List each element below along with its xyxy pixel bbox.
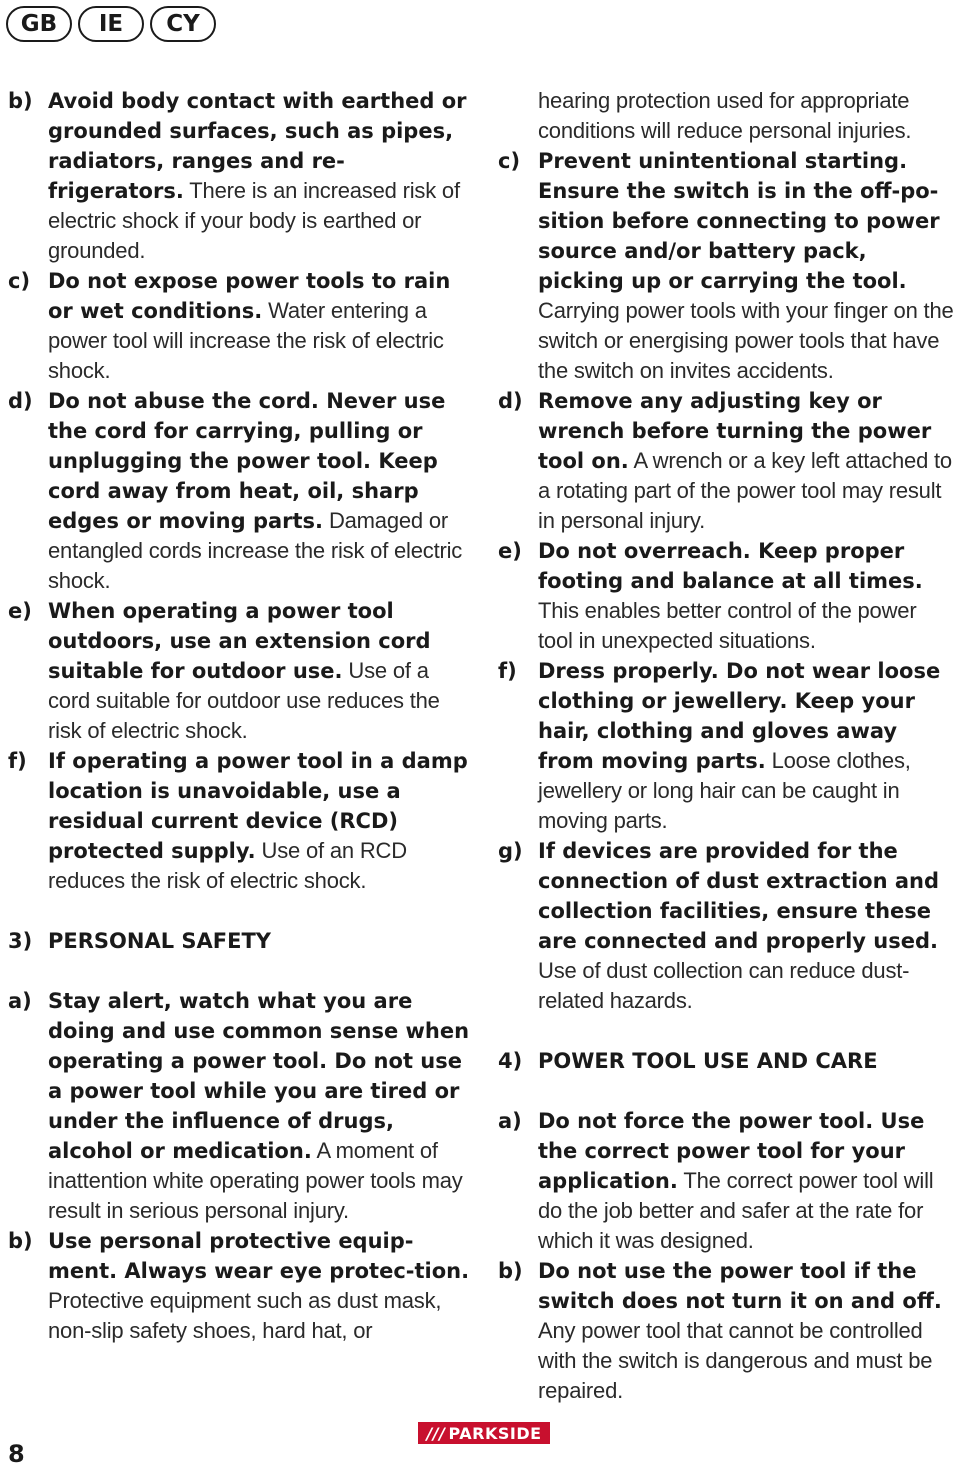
- lang-ie-badge: IE: [78, 6, 144, 42]
- parkside-logo: [418, 1422, 550, 1444]
- item-text: Use of an RCD reduces the risk of electric shock.: [48, 838, 407, 893]
- list-item: [498, 1256, 956, 1406]
- item-text: There is an increased risk of electric shock if your body is earthed or grounded.: [48, 178, 460, 263]
- item-text: Protective equipment such as dust mask, non-slip safety shoes, hard hat, or: [48, 1288, 442, 1343]
- item-label: b): [498, 1259, 523, 1283]
- section-title: PERSONAL SAFETY: [48, 929, 272, 953]
- item-text: A moment of inattention white operating power tools may result in serious personal injury.: [48, 1138, 463, 1223]
- item-bold-text: If operating a power tool in a damp location is unavoidable, use a residual current device (RCD) protected supply.: [48, 749, 468, 863]
- list-item: [8, 1226, 470, 1346]
- list-item: [8, 266, 470, 386]
- item-text: Carrying power tools with your finger on the switch or energising power tools that have the switch on invites accidents.: [538, 298, 954, 383]
- list-item: [498, 536, 956, 656]
- list-item: [8, 746, 470, 896]
- logo-text: PARKSIDE: [448, 1423, 542, 1443]
- list-item: [8, 596, 470, 746]
- continued-text: hearing protection used for appropriate conditions will reduce personal injuries.: [538, 88, 912, 143]
- item-text: A wrench or a key left attached to a rotating part of the power tool may result in personal injury.: [538, 448, 952, 533]
- list-item: [498, 836, 956, 1016]
- section-heading-personal-safety: [8, 926, 470, 956]
- item-bold-text: If devices are provided for the connection of dust extraction and collection facilities, ensure these are connected and properly used.: [538, 839, 939, 953]
- list-item: [498, 1106, 956, 1256]
- list-item: [498, 656, 956, 836]
- item-bold-text: Do not force the power tool. Use the correct power tool for your application.: [538, 1109, 925, 1193]
- item-text: This enables better control of the power tool in unexpected situations.: [538, 598, 917, 653]
- item-label: a): [498, 1109, 522, 1133]
- lang-cy-badge: CY: [150, 6, 216, 42]
- item-bold-text: Do not overreach. Keep proper footing and balance at all times.: [538, 539, 923, 593]
- item-bold-text: Do not abuse the cord. Never use the cord for carrying, pulling or unplugging the power tool. Keep cord away from heat, oil, sharp edges or moving parts.: [48, 389, 446, 533]
- section-number: 4): [498, 1049, 523, 1073]
- item-bold-text: Do not use the power tool if the switch does not turn it on and off.: [538, 1259, 942, 1313]
- item-label: a): [8, 989, 32, 1013]
- item-label: d): [8, 389, 33, 413]
- item-text: Water entering a power tool will increase the risk of electric shock.: [48, 298, 444, 383]
- item-label: c): [498, 149, 521, 173]
- item-label: b): [8, 89, 33, 113]
- item-label: f): [8, 749, 27, 773]
- item-bold-text: Stay alert, watch what you are doing and use common sense when operating a power tool. Do not use a power tool while you are tired or under the influence of drugs, alcohol or medication.: [48, 989, 470, 1163]
- item-text: Use of a cord suitable for outdoor use reduces the risk of electric shock.: [48, 658, 440, 743]
- item-label: e): [8, 599, 32, 623]
- item-bold-text: Use personal protective equip-ment. Always wear eye protec-tion.: [48, 1229, 470, 1283]
- item-bold-text: Avoid body contact with earthed or grounded surfaces, such as pipes, radiators, ranges and re-frigerators.: [48, 89, 467, 203]
- item-bold-text: Dress properly. Do not wear loose clothing or jewellery. Keep your hair, clothing and gloves away from moving parts.: [538, 659, 941, 773]
- item-label: g): [498, 839, 523, 863]
- item-text: Loose clothes, jewellery or long hair can be caught in moving parts.: [538, 748, 911, 833]
- item-bold-text: When operating a power tool outdoors, use an extension cord suitable for outdoor use.: [48, 599, 431, 683]
- list-item: [498, 386, 956, 536]
- lang-gb-badge: GB: [6, 6, 72, 42]
- item-label: c): [8, 269, 31, 293]
- right-column: [498, 86, 956, 1406]
- item-bold-text: Remove any adjusting key or wrench before turning the power tool on.: [538, 389, 932, 473]
- list-item: [8, 986, 470, 1226]
- item-bold-text: Prevent unintentional starting. Ensure the switch is in the off-po-sition before connecting to power source and/or battery pack, picking up or carrying the tool.: [538, 149, 940, 293]
- logo-slashes-icon: ///: [426, 1423, 446, 1443]
- section-heading-power-tool-use: [498, 1046, 956, 1076]
- section-title: POWER TOOL USE AND CARE: [538, 1049, 878, 1073]
- item-label: f): [498, 659, 517, 683]
- item-label: e): [498, 539, 522, 563]
- item-text: The correct power tool will do the job better and safer at the rate for which it was designed.: [538, 1168, 934, 1253]
- item-text: Damaged or entangled cords increase the risk of electric shock.: [48, 508, 463, 593]
- list-item: [498, 146, 956, 386]
- item-label: d): [498, 389, 523, 413]
- item-bold-text: Do not expose power tools to rain or wet conditions.: [48, 269, 451, 323]
- left-column: [8, 86, 470, 1346]
- item-label: b): [8, 1229, 33, 1253]
- item-text: Any power tool that cannot be controlled with the switch is dangerous and must be repaired.: [538, 1318, 933, 1403]
- list-item: [8, 86, 470, 266]
- item-text: Use of dust collection can reduce dust-related hazards.: [538, 958, 910, 1013]
- language-tabs: [6, 6, 216, 42]
- list-item: [8, 386, 470, 596]
- page-number: 8: [8, 1440, 25, 1468]
- section-number: 3): [8, 929, 33, 953]
